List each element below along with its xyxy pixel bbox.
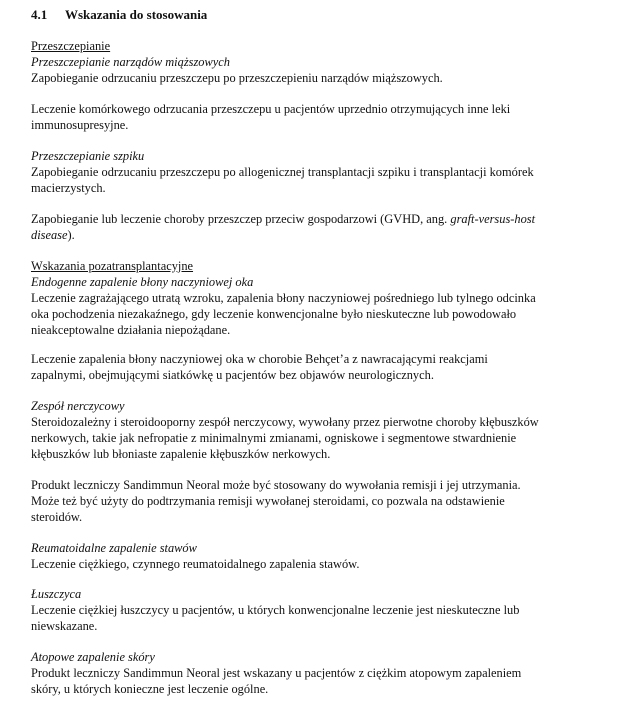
marrow-transplant-subheader: Przeszczepianie szpiku [31, 149, 145, 163]
behcet-line-1: Leczenie zapalenia błony naczyniowej oka w chorobie Behçet’a z nawracającymi reakcjami [31, 352, 488, 366]
neoral-line-3: steroidów. [31, 510, 83, 524]
rejection-line-1: Leczenie komórkowego odrzucania przeszczepu u pacjentów uprzednio otrzymujących inne leki [31, 102, 511, 116]
gvhd-line-2-text: ). [67, 228, 75, 242]
uveitis-subheader: Endogenne zapalenie błony naczyniowej oka [31, 275, 254, 289]
psoriasis-subheader: Łuszczyca [31, 587, 82, 601]
marrow-transplant-block [31, 148, 591, 196]
atopic-line-2: skóry, u których konieczne jest leczenie ogólne. [31, 682, 269, 696]
organ-transplant-subheader: Przeszczepianie narządów miąższowych [31, 55, 230, 69]
psoriasis-block [31, 586, 591, 634]
ra-subheader: Reumatoidalne zapalenie stawów [31, 541, 197, 555]
rejection-paragraph [31, 101, 591, 133]
section-heading [31, 6, 207, 24]
gvhd-line-1-text: Zapobieganie lub leczenie choroby przeszczep przeciw gospodarzowi (GVHD, ang. [31, 212, 451, 226]
gvhd-line-2 [31, 227, 591, 243]
nephrotic-line-3: kłębuszków lub błoniaste zapalenie kłębuszków nerkowych. [31, 447, 331, 461]
atopic-subheader: Atopowe zapalenie skóry [31, 650, 155, 664]
nephrotic-line-1: Steroidozależny i steroidooporny zespół nerczycowy, wywołany przez pierwotne choroby kłębuszków [31, 415, 539, 429]
gvhd-paragraph [31, 211, 591, 243]
uveitis-line-1: Leczenie zagrażającego utratą wzroku, zapalenia błony naczyniowej pośredniego lub tylnego odcinka [31, 291, 536, 305]
nephrotic-block [31, 398, 591, 462]
gvhd-latin-term: graft-versus-host [450, 212, 536, 226]
neoral-paragraph [31, 477, 591, 525]
organ-transplant-text: Zapobieganie odrzucaniu przeszczepu po przeszczepieniu narządów miąższowych. [31, 71, 443, 85]
rejection-line-2: immunosupresyjne. [31, 118, 129, 132]
section-number: 4.1 [31, 7, 48, 22]
non-transplant-header: Wskazania pozatransplantacyjne [31, 259, 194, 273]
psoriasis-line-2: niewskazane. [31, 619, 98, 633]
ra-block [31, 540, 591, 572]
uveitis-line-2: oka pochodzenia niezakaźnego, gdy leczenie konwencjonalne było nieskuteczne lub powodowało [31, 307, 517, 321]
ra-text: Leczenie ciężkiego, czynnego reumatoidalnego zapalenia stawów. [31, 557, 360, 571]
behcet-line-2: zapalnymi, obejmującymi siatkówkę u pacjentów bez objawów neurologicznych. [31, 368, 434, 382]
atopic-line-1: Produkt leczniczy Sandimmun Neoral jest wskazany u pacjentów z ciężkim atopowym zapaleniem [31, 666, 522, 680]
transplant-organ-block [31, 38, 591, 86]
marrow-line-1: Zapobieganie odrzucaniu przeszczepu po allogenicznej transplantacji szpiku i transplantacji komórek [31, 165, 534, 179]
gvhd-latin-term-end: disease [31, 228, 68, 242]
uveitis-line-3: nieakceptowalne działania niepożądane. [31, 323, 231, 337]
nephrotic-subheader: Zespół nerczycowy [31, 399, 125, 413]
nephrotic-line-2: nerkowych, takie jak nefropatie z minimalnymi zmianami, ogniskowe i segmentowe stwardnienie [31, 431, 517, 445]
transplant-header: Przeszczepianie [31, 39, 111, 53]
uveitis-block [31, 258, 591, 338]
behcet-paragraph [31, 351, 591, 383]
marrow-line-2: macierzystych. [31, 181, 106, 195]
section-title: Wskazania do stosowania [65, 7, 208, 22]
atopic-block [31, 649, 591, 697]
psoriasis-line-1: Leczenie ciężkiej łuszczycy u pacjentów, u których konwencjonalne leczenie jest nieskuteczne lub [31, 603, 520, 617]
neoral-line-2: Może też być użyty do podtrzymania remisji wywołanej steroidami, co pozwala na odstawienie [31, 494, 505, 508]
gvhd-line-1 [31, 211, 591, 227]
neoral-line-1: Produkt leczniczy Sandimmun Neoral może być stosowany do wywołania remisji i jej utrzymania. [31, 478, 521, 492]
